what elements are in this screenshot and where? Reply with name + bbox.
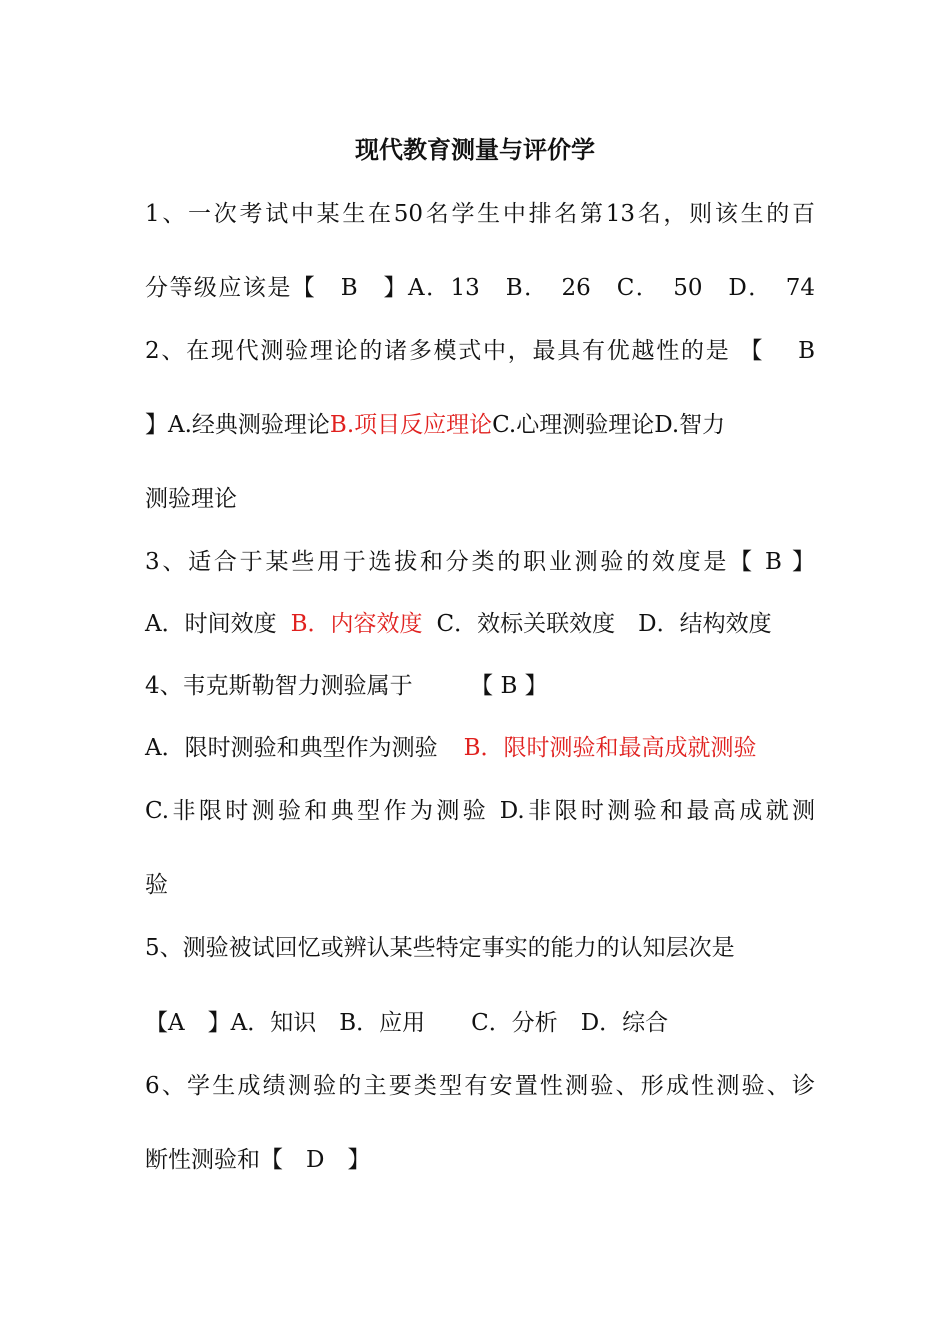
q2-line2 <box>145 407 815 443</box>
q3-answer-option-b: B．内容效度 <box>290 611 423 637</box>
q3-line1: 3、适合于某些用于选拔和分类的职业测验的效度是【 B 】 <box>145 549 815 575</box>
q6-line1: 6、学生成绩测验的主要类型有安置性测验、形成性测验、诊 <box>145 1073 815 1099</box>
q2-option-a: 】A.经典测验理论 <box>145 412 330 438</box>
q2-line3: 测验理论 <box>145 486 237 512</box>
q1-line1: 1、一次考试中某生在50名学生中排名第13名，则该生的百 <box>145 201 815 227</box>
q3-option-a: A．时间效度 <box>145 611 277 637</box>
q2-options-cd: C.心理测验理论D.智力 <box>492 412 726 438</box>
q5-line2: 【A 】A．知识 B．应用 C．分析 D．综合 <box>145 1010 669 1036</box>
q6-line2: 断性测验和【 D 】 <box>145 1147 371 1173</box>
q4-line3: C.非限时测验和典型作为测验 D.非限时测验和最高成就测 <box>145 798 815 824</box>
document-title: 现代教育测量与评价学 <box>355 136 595 164</box>
q4-line1: 4、韦克斯勒智力测验属于 【 B 】 <box>145 673 548 699</box>
q2-answer-option-b: B.项目反应理论 <box>329 412 493 438</box>
q1-line2: 分等级应该是【 B 】A．13 B． 26 C． 50 D． 74 <box>145 275 815 301</box>
q4-option-a: A．限时测验和典型作为测验 <box>145 735 438 761</box>
q2-line1: 2、在现代测验理论的诸多模式中，最具有优越性的是 【 B <box>145 338 815 364</box>
q5-line1: 5、测验被试回忆或辨认某些特定事实的能力的认知层次是 <box>145 935 735 961</box>
q3-options-cd: C．效标关联效度 D．结构效度 <box>436 611 772 637</box>
q4-answer-option-b: B．限时测验和最高成就测验 <box>463 735 757 761</box>
q3-options <box>145 606 815 642</box>
q4-options-ab <box>145 730 815 766</box>
q4-line4: 验 <box>145 872 168 898</box>
